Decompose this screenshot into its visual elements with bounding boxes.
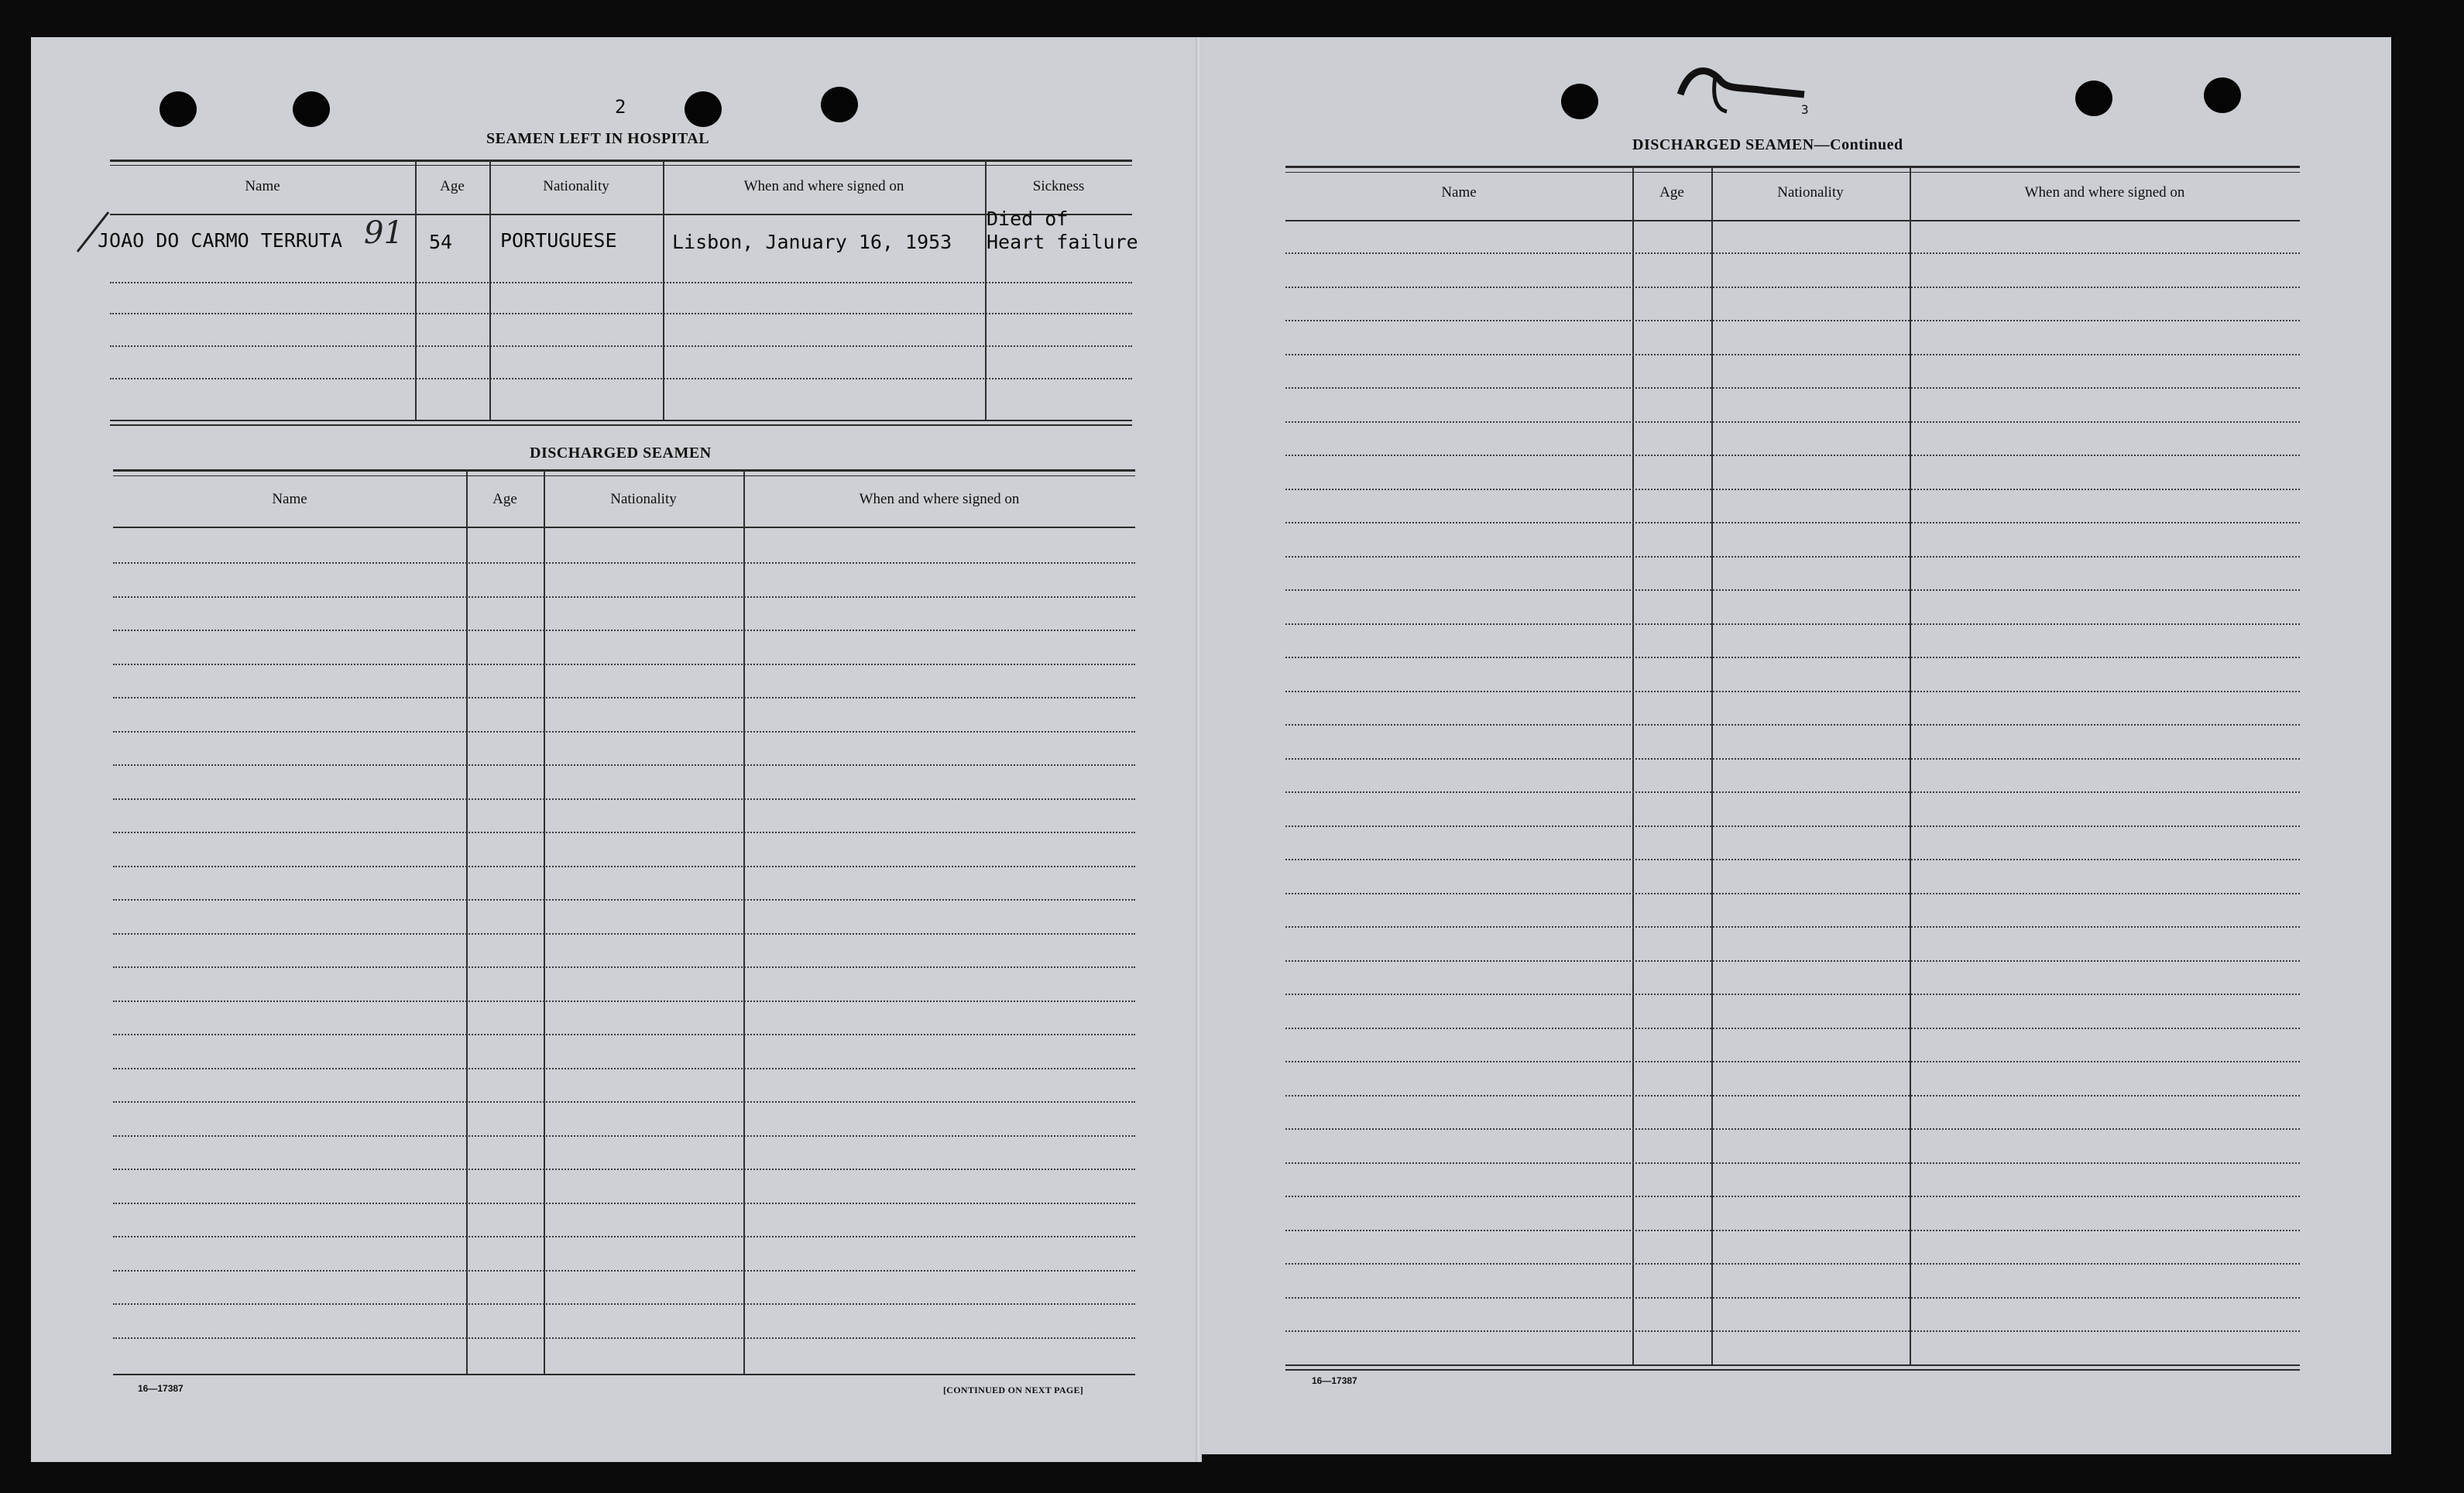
row-rule xyxy=(1285,1196,2300,1197)
row-rule xyxy=(1285,1162,2300,1164)
row-rule xyxy=(113,664,1135,665)
col-header-name: Name xyxy=(272,491,307,507)
col-header-age: Age xyxy=(440,178,465,194)
discharged-continued-table xyxy=(1285,166,2300,1371)
row-rule xyxy=(113,1169,1135,1170)
row-rule xyxy=(113,1303,1135,1305)
hospital-entry-sickness-line2: Heart failure xyxy=(987,231,1138,253)
row-rule xyxy=(113,866,1135,867)
row-rule xyxy=(113,899,1135,901)
row-rule xyxy=(1285,623,2300,625)
col-header-signed-on: When and where signed on xyxy=(743,178,904,194)
punch-hole-icon xyxy=(160,91,197,127)
hospital-section-title: SEAMEN LEFT IN HOSPITAL xyxy=(486,130,710,147)
row-rule xyxy=(113,832,1135,833)
row-rule xyxy=(1285,893,2300,894)
discharged-section-title: DISCHARGED SEAMEN xyxy=(530,444,712,462)
row-rule xyxy=(113,1000,1135,1002)
form-number: 16—17387 xyxy=(1312,1375,1357,1386)
col-header-nationality: Nationality xyxy=(543,178,609,194)
col-header-age: Age xyxy=(492,491,517,507)
row-rule xyxy=(1285,252,2300,254)
row-rule xyxy=(113,596,1135,598)
row-rule xyxy=(1285,960,2300,962)
row-rule xyxy=(1285,556,2300,558)
row-rule xyxy=(113,1203,1135,1204)
punch-hole-icon xyxy=(821,87,858,122)
row-rule xyxy=(1285,791,2300,793)
hospital-entry-signed-on: Lisbon, January 16, 1953 xyxy=(672,231,952,253)
row-rule xyxy=(1285,1128,2300,1130)
row-rule xyxy=(1285,657,2300,658)
row-rule xyxy=(113,1135,1135,1137)
row-rule xyxy=(1285,287,2300,288)
row-rule xyxy=(113,764,1135,766)
row-rule xyxy=(1285,320,2300,321)
row-rule xyxy=(1285,926,2300,928)
col-header-signed-on: When and where signed on xyxy=(859,491,1020,507)
discharged-table xyxy=(113,469,1135,1377)
row-rule xyxy=(113,1270,1135,1272)
hospital-entry-annotation: 91 xyxy=(364,215,403,251)
pen-mark-icon xyxy=(1673,56,1812,125)
row-rule xyxy=(113,1236,1135,1237)
punch-hole-icon xyxy=(685,91,722,127)
row-rule xyxy=(113,1068,1135,1069)
row-rule xyxy=(1285,589,2300,591)
continued-note: [CONTINUED ON NEXT PAGE] xyxy=(943,1385,1084,1395)
row-rule xyxy=(1285,1230,2300,1231)
row-rule xyxy=(1285,455,2300,456)
punch-hole-icon xyxy=(2204,77,2241,113)
row-rule xyxy=(1285,1028,2300,1029)
page-number: 3 xyxy=(1801,102,1809,117)
row-rule xyxy=(113,966,1135,968)
row-rule xyxy=(1285,1061,2300,1062)
col-header-name: Name xyxy=(245,178,280,194)
row-rule xyxy=(1285,825,2300,827)
row-rule xyxy=(1285,691,2300,692)
col-header-signed-on: When and where signed on xyxy=(2024,184,2185,201)
row-rule xyxy=(1285,758,2300,760)
punch-hole-icon xyxy=(293,91,330,127)
row-rule xyxy=(113,798,1135,800)
page-fold xyxy=(1196,37,1202,1462)
col-header-name: Name xyxy=(1441,184,1477,201)
col-header-nationality: Nationality xyxy=(610,491,677,507)
row-rule xyxy=(113,630,1135,631)
row-rule xyxy=(1285,387,2300,389)
row-rule xyxy=(1285,994,2300,995)
punch-hole-icon xyxy=(1561,84,1598,119)
row-rule xyxy=(1285,354,2300,355)
hospital-entry-sickness-line1: Died of xyxy=(987,208,1069,230)
hospital-table xyxy=(110,160,1132,423)
row-rule xyxy=(113,1034,1135,1035)
col-header-nationality: Nationality xyxy=(1777,184,1844,201)
row-rule xyxy=(1285,1330,2300,1332)
row-rule xyxy=(1285,421,2300,423)
col-header-sickness: Sickness xyxy=(1032,178,1085,194)
row-rule xyxy=(1285,1297,2300,1299)
row-rule xyxy=(1285,724,2300,726)
row-rule xyxy=(1285,859,2300,860)
row-rule xyxy=(1285,489,2300,490)
hospital-entry-nationality: PORTUGUESE xyxy=(500,229,617,252)
row-rule xyxy=(113,562,1135,564)
punch-hole-icon xyxy=(2075,81,2112,116)
row-rule xyxy=(113,731,1135,733)
row-rule xyxy=(113,1101,1135,1103)
page-number: 2 xyxy=(615,96,626,118)
hospital-entry-age: 54 xyxy=(429,231,453,253)
row-rule xyxy=(113,933,1135,935)
hospital-entry-name: JOAO DO CARMO TERRUTA xyxy=(98,229,343,252)
row-rule xyxy=(1285,1263,2300,1265)
row-rule xyxy=(113,1337,1135,1339)
form-number: 16—17387 xyxy=(138,1383,184,1394)
discharged-continued-title: DISCHARGED SEAMEN—Continued xyxy=(1632,136,1903,153)
row-rule xyxy=(1285,522,2300,523)
col-header-age: Age xyxy=(1659,184,1684,201)
row-rule xyxy=(113,697,1135,698)
row-rule xyxy=(1285,1095,2300,1097)
